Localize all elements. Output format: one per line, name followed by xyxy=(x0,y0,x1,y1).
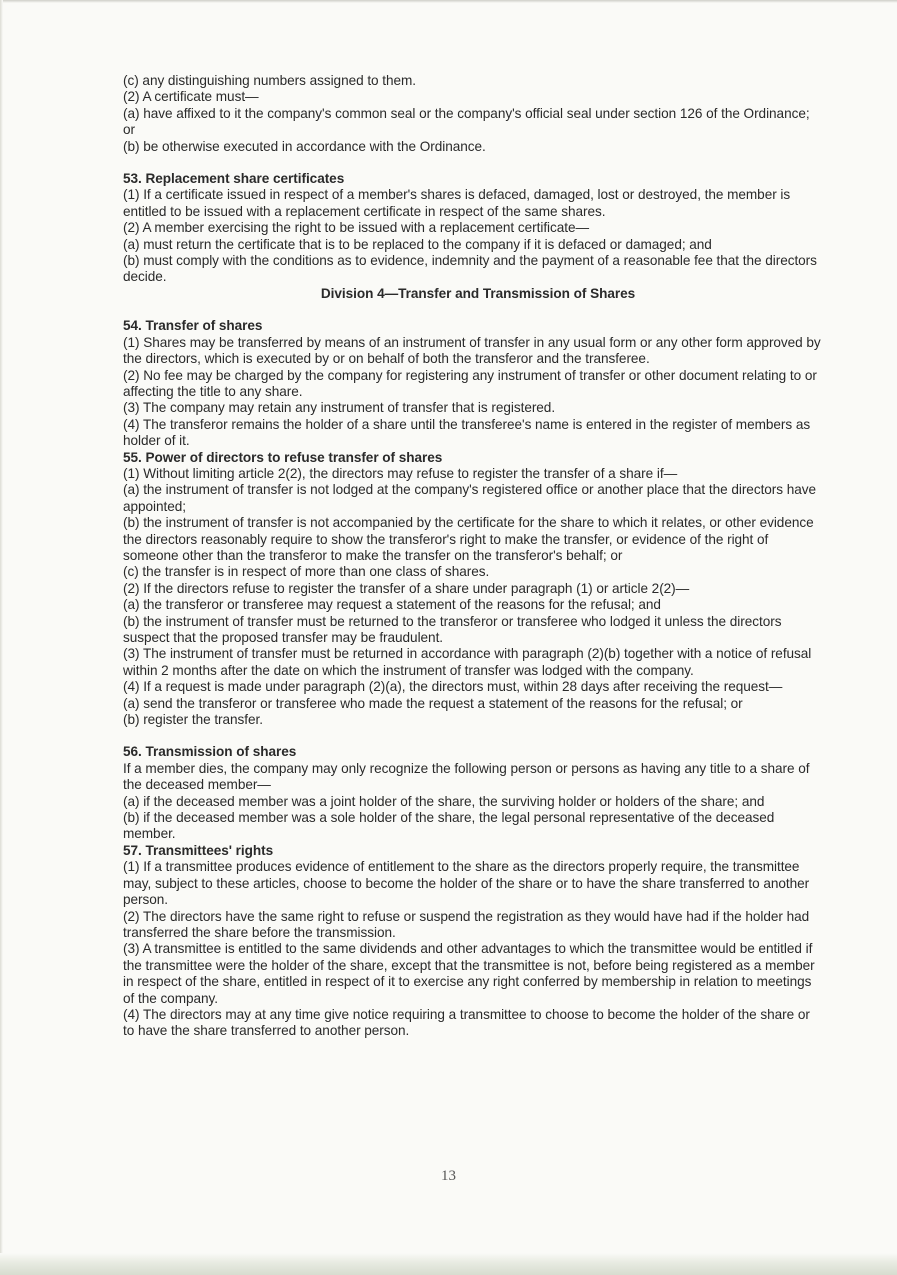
paragraph: If a member dies, the company may only recognize the following person or persons as having any title to a share of the deceased member— xyxy=(123,760,810,793)
page-edge-bottom xyxy=(0,1253,897,1275)
paragraph: (4) If a request is made under paragraph (2)(a), the directors must, within 28 days after receiving the request— xyxy=(123,679,783,695)
paragraph: (b) the instrument of transfer is not accompanied by the certificate for the share to which it relates, or other evidence the directors reasonably require to show the transferor's right to make the transfer, or evidence of the right of someone other than the transferor to make the transfer on the transferor's behalf; or xyxy=(123,515,814,563)
section-heading: 53. Replacement share certificates xyxy=(123,171,345,187)
document-body xyxy=(123,73,823,1040)
paragraph: (a) if the deceased member was a joint holder of the share, the surviving holder or holders of the share; and xyxy=(123,793,765,809)
paragraph: (a) have affixed to it the company's common seal or the company's official seal under section 126 of the Ordinance; or xyxy=(123,105,810,138)
paragraph: (a) must return the certificate that is to be replaced to the company if it is defaced or damaged; and xyxy=(123,236,712,252)
paragraph-gap xyxy=(123,302,823,318)
paragraph: (2) A member exercising the right to be issued with a replacement certificate— xyxy=(123,220,590,236)
paragraph-gap xyxy=(123,155,823,171)
division-heading: Division 4—Transfer and Transmission of Shares xyxy=(320,285,636,301)
paragraph: (a) the instrument of transfer is not lodged at the company's registered office or another place that the directors have appointed; xyxy=(123,482,817,514)
paragraph: (b) the instrument of transfer must be returned to the transferor or transferee who lodged it unless the directors suspect that the proposed transfer may be fraudulent. xyxy=(123,613,782,645)
section-heading: 57. Transmittees' rights xyxy=(123,842,274,858)
paragraph: (b) if the deceased member was a sole holder of the share, the legal personal representative of the deceased member. xyxy=(123,810,775,842)
paragraph: (2) A certificate must— xyxy=(123,89,259,105)
page-number: 13 xyxy=(441,1168,456,1184)
paragraph: (1) Without limiting article 2(2), the directors may refuse to register the transfer of a share if— xyxy=(123,465,678,481)
paragraph: (3) The company may retain any instrument of transfer that is registered. xyxy=(123,400,556,416)
paragraph: (3) The instrument of transfer must be returned in accordance with paragraph (2)(b) together with a notice of refusal within 2 months after the date on which the instrument of transfer was lodged with the company. xyxy=(123,646,812,678)
page-edge-left xyxy=(0,0,3,1275)
paragraph: (c) the transfer is in respect of more than one class of shares. xyxy=(123,564,490,580)
page-edge-top xyxy=(0,0,897,3)
paragraph: (a) send the transferor or transferee who made the request a statement of the reasons for the refusal; or xyxy=(123,695,743,711)
paragraph-gap xyxy=(123,728,823,744)
paragraph: (b) register the transfer. xyxy=(123,712,263,728)
paragraph: (4) The transferor remains the holder of a share until the transferee's name is entered in the register of members as holder of it. xyxy=(123,416,811,449)
paragraph: (4) The directors may at any time give notice requiring a transmittee to choose to become the holder of the share or to have the share transferred to another person. xyxy=(123,1006,810,1039)
section-heading: 56. Transmission of shares xyxy=(123,744,297,760)
paragraph: (1) If a transmittee produces evidence of entitlement to the share as the directors properly require, the transmittee may, subject to these articles, choose to become the holder of the share or to have the share transferred to another person. xyxy=(123,859,810,908)
paragraph: (a) the transferor or transferee may request a statement of the reasons for the refusal; and xyxy=(123,597,661,613)
paragraph: (1) Shares may be transferred by means of an instrument of transfer in any usual form or any other form approved by the directors, which is executed by or on behalf of both the transferor and the transferee. xyxy=(123,334,821,367)
paragraph: (2) No fee may be charged by the company for registering any instrument of transfer or other document relating to or affecting the title to any share. xyxy=(123,367,817,399)
paragraph: (2) If the directors refuse to register the transfer of a share under paragraph (1) or article 2(2)— xyxy=(123,580,690,596)
section-heading: 55. Power of directors to refuse transfer of shares xyxy=(123,449,443,465)
section-heading: 54. Transfer of shares xyxy=(123,318,263,334)
paragraph: (b) be otherwise executed in accordance with the Ordinance. xyxy=(123,138,486,154)
paragraph: (3) A transmittee is entitled to the same dividends and other advantages to which the transmittee would be entitled if the transmittee were the holder of the share, except that the transmittee is not, before being registered as a member in respect of the share, entitled in respect of it to exercise any right conferred by membership in relation to meetings of the company. xyxy=(123,941,815,1006)
paragraph: (c) any distinguishing numbers assigned to them. xyxy=(123,73,417,88)
paragraph: (1) If a certificate issued in respect of a member's shares is defaced, damaged, lost or destroyed, the member is entitled to be issued with a replacement certificate in respect of the same shares. xyxy=(123,187,791,219)
paragraph: (b) must comply with the conditions as to evidence, indemnity and the payment of a reasonable fee that the directors decide. xyxy=(123,253,817,285)
paragraph: (2) The directors have the same right to refuse or suspend the registration as they would have had if the holder had transferred the share before the transmission. xyxy=(123,908,810,940)
